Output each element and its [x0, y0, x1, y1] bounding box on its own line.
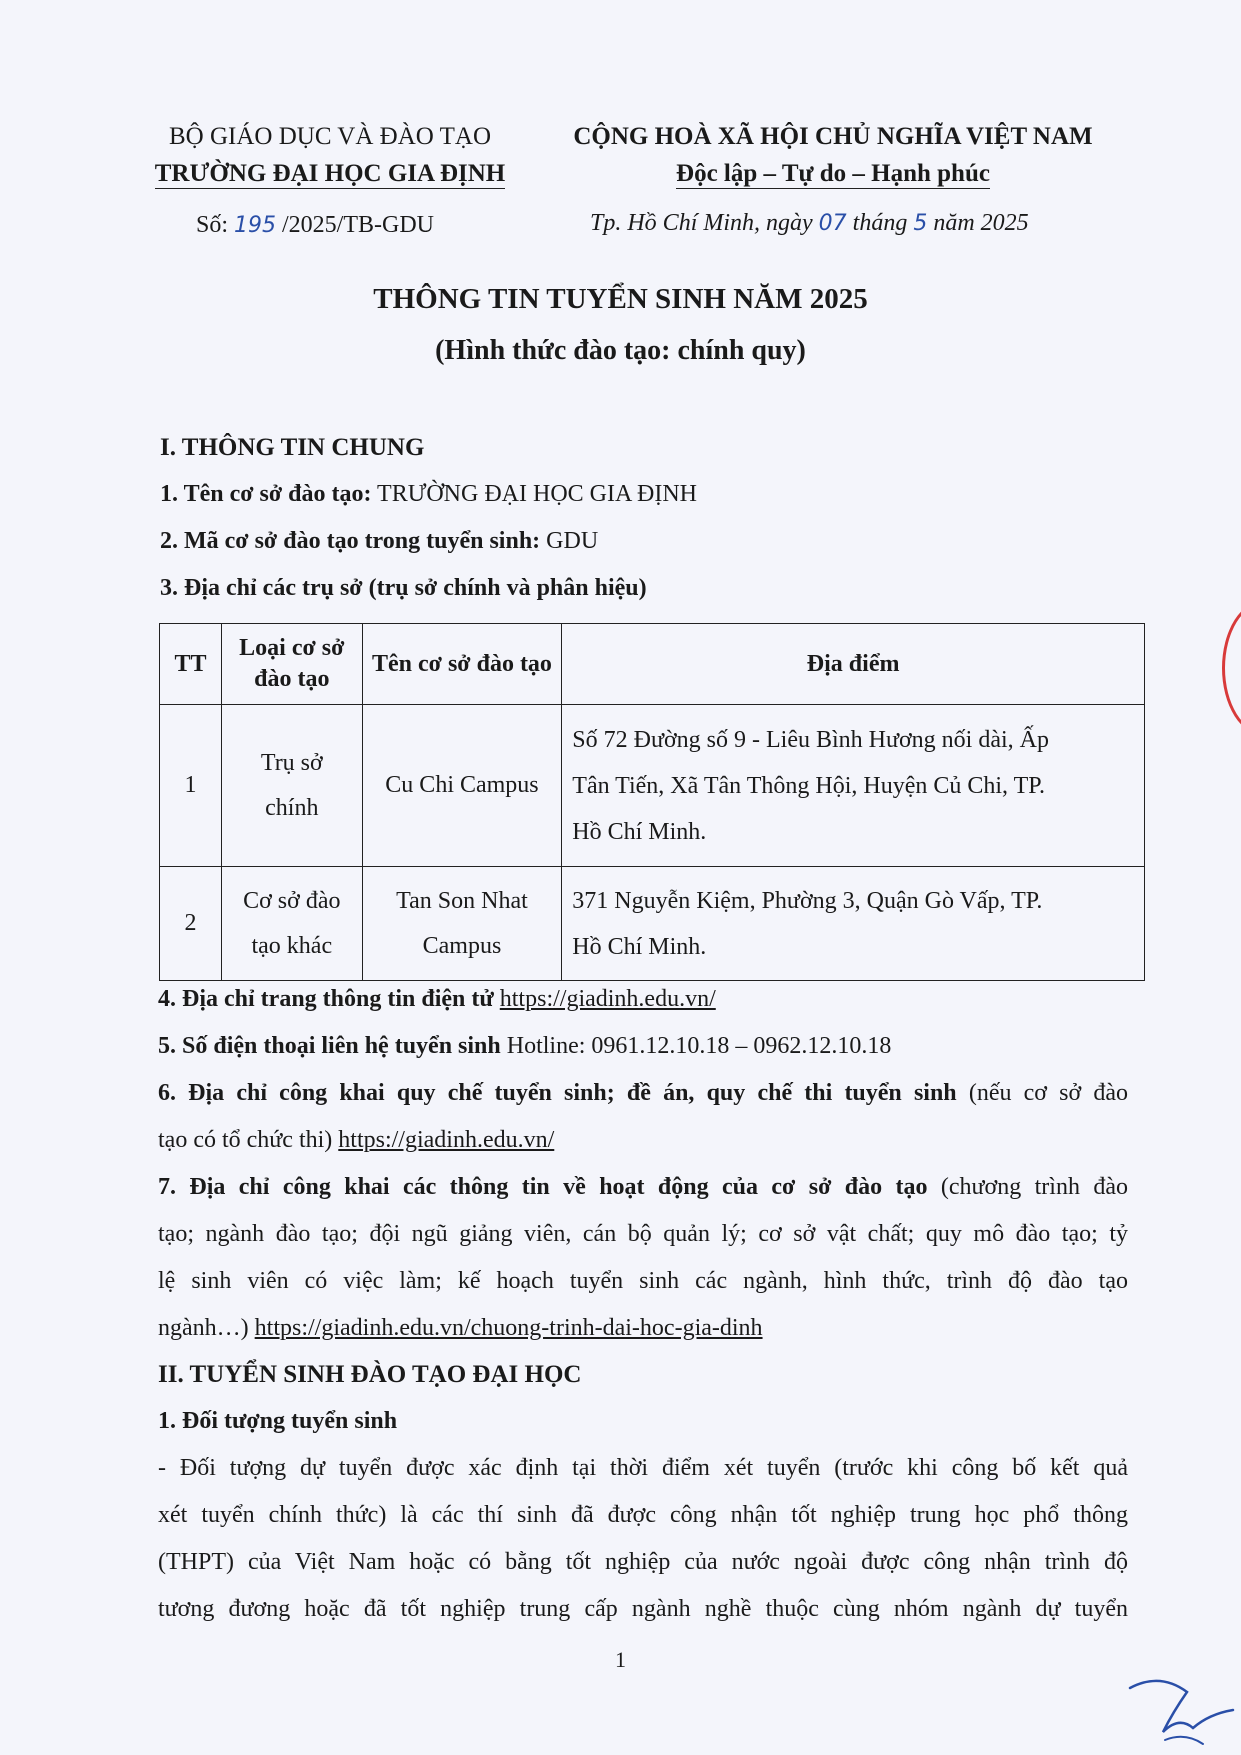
- table-cell-type: [221, 867, 362, 981]
- item-1-value: TRƯỜNG ĐẠI HỌC GIA ĐỊNH: [371, 481, 697, 507]
- table-header-row: [160, 624, 1145, 705]
- item-6-line2: [158, 1127, 554, 1154]
- table-row: [160, 705, 1145, 867]
- item-7-line4: [158, 1315, 763, 1342]
- date-prefix: Tp. Hồ Chí Minh, ngày: [590, 210, 813, 236]
- item-1-label: 1. Tên cơ sở đào tạo:: [160, 481, 372, 507]
- item-7-line2: tạo; ngành đào tạo; đội ngũ giảng viên, cán bộ quản lý; cơ sở vật chất; quy mô đào tạo; tỷ: [158, 1221, 1128, 1247]
- table-cell-address: [562, 867, 1145, 981]
- section2-sub1: 1. Đối tượng tuyển sinh: [158, 1408, 398, 1434]
- motto-text: Độc lập – Tự do – Hạnh phúc: [676, 160, 990, 187]
- cell-line: Tan Son Nhat: [396, 887, 528, 914]
- cell-line: Campus: [422, 932, 502, 959]
- cell-line: Hồ Chí Minh.: [572, 933, 707, 960]
- item-3: 3. Địa chỉ các trụ sở (trụ sở chính và phân hiệu): [160, 575, 647, 601]
- header-right: [548, 118, 1118, 192]
- item-7-label: 7. Địa chỉ công khai các thông tin về hoạt động của cơ sở đào tạo: [158, 1174, 928, 1200]
- item-6-label: 6. Địa chỉ công khai quy chế tuyển sinh; đề án, quy chế thi tuyển sinh: [158, 1080, 957, 1106]
- date-month: 5: [913, 211, 928, 236]
- docno-handwritten: 195: [234, 213, 277, 238]
- date-day: 07: [818, 211, 847, 236]
- document-number: [196, 212, 434, 239]
- red-stamp-seal: [1222, 600, 1241, 736]
- paragraph-line: tương đương hoặc đã tốt nghiệp trung cấp ngành nghề thuộc cùng nhóm ngành dự tuyển: [158, 1596, 1128, 1622]
- item-4-label: 4. Địa chỉ trang thông tin điện tử: [158, 986, 494, 1012]
- regulation-link[interactable]: https://giadinh.edu.vn/: [338, 1127, 555, 1153]
- date-year: năm 2025: [933, 210, 1029, 236]
- ministry-name: BỘ GIÁO DỤC VÀ ĐÀO TẠO: [169, 123, 491, 150]
- cell-line: Cơ sở đào: [243, 887, 341, 914]
- campus-table: [159, 623, 1145, 981]
- programs-link[interactable]: https://giadinh.edu.vn/chuong-trinh-dai-hoc-gia-dinh: [254, 1315, 763, 1341]
- table-header: Tên cơ sở đào tạo: [362, 624, 562, 705]
- item-6: [158, 1080, 1128, 1107]
- item-2-label: 2. Mã cơ sở đào tạo trong tuyển sinh:: [160, 528, 541, 554]
- table-cell-tt: 2: [160, 867, 222, 981]
- paragraph-line: (THPT) của Việt Nam hoặc có bằng tốt nghiệp của nước ngoài được công nhận trình độ: [158, 1549, 1128, 1575]
- section1-heading: I. THÔNG TIN CHUNG: [160, 434, 425, 461]
- table-cell-name: [362, 705, 562, 867]
- item-6-rest: (nếu cơ sở đào: [956, 1080, 1128, 1106]
- item-5-label: 5. Số điện thoại liên hệ tuyển sinh: [158, 1033, 501, 1059]
- table-cell-tt: 1: [160, 705, 222, 867]
- cell-line: Trụ sở: [260, 749, 323, 776]
- university-name: [120, 155, 540, 192]
- cell-line: Cu Chi Campus: [385, 772, 539, 798]
- paragraph-line: - Đối tượng dự tuyển được xác định tại thời điểm xét tuyển (trước khi công bố kết quả: [158, 1455, 1128, 1481]
- item-7-line4-text: ngành…): [158, 1315, 249, 1341]
- table-header: TT: [160, 624, 222, 705]
- cell-line: tạo khác: [251, 932, 333, 959]
- item-2-value: GDU: [540, 528, 599, 554]
- item-7-rest: (chương trình đào: [927, 1174, 1128, 1200]
- item-7: [158, 1174, 1128, 1201]
- cell-line: Tân Tiến, Xã Tân Thông Hội, Huyện Củ Chi, TP.: [572, 772, 1045, 799]
- page-subtitle: (Hình thức đào tạo: chính quy): [435, 335, 806, 366]
- university-text: TRƯỜNG ĐẠI HỌC GIA ĐỊNH: [154, 160, 506, 187]
- item-1: [160, 481, 697, 508]
- item-5-value: Hotline: 0961.12.10.18 – 0962.12.10.18: [500, 1033, 892, 1059]
- table-header: Loại cơ sở đào tạo: [221, 624, 362, 705]
- docno-prefix: Số:: [196, 212, 229, 238]
- republic-name: CỘNG HOÀ XÃ HỘI CHỦ NGHĨA VIỆT NAM: [573, 123, 1093, 150]
- cell-line: chính: [265, 794, 319, 821]
- table-cell-address: [562, 705, 1145, 867]
- section2-heading: II. TUYỂN SINH ĐÀO TẠO ĐẠI HỌC: [158, 1361, 582, 1388]
- item-6-line2-text: tạo có tổ chức thi): [158, 1127, 333, 1153]
- header-left: [120, 118, 540, 192]
- paragraph-line: xét tuyển chính thức) là các thí sinh đã được công nhận tốt nghiệp trung học phổ thông: [158, 1502, 1128, 1528]
- item-4: [158, 986, 716, 1013]
- table-row: [160, 867, 1145, 981]
- docno-suffix: /2025/TB-GDU: [282, 212, 435, 238]
- signature-mark: [1125, 1670, 1241, 1755]
- national-motto: [548, 155, 1118, 192]
- document-date: [590, 210, 1029, 237]
- item-5: [158, 1033, 891, 1060]
- website-link[interactable]: https://giadinh.edu.vn/: [499, 986, 716, 1012]
- cell-line: 371 Nguyễn Kiệm, Phường 3, Quận Gò Vấp, TP.: [572, 887, 1043, 914]
- table-header: Địa điểm: [562, 624, 1145, 705]
- table-cell-name: [362, 867, 562, 981]
- item-2: [160, 528, 598, 555]
- item-7-line3: lệ sinh viên có việc làm; kế hoạch tuyển sinh các ngành, hình thức, trình độ đào tạo: [158, 1268, 1128, 1294]
- cell-line: Hồ Chí Minh.: [572, 818, 707, 845]
- cell-line: Số 72 Đường số 9 - Liêu Bình Hương nối dài, Ấp: [572, 726, 1049, 753]
- table-cell-type: [221, 705, 362, 867]
- page-number: 1: [615, 1647, 626, 1672]
- page-title: THÔNG TIN TUYỂN SINH NĂM 2025: [373, 283, 868, 315]
- date-month-word: tháng: [852, 210, 908, 236]
